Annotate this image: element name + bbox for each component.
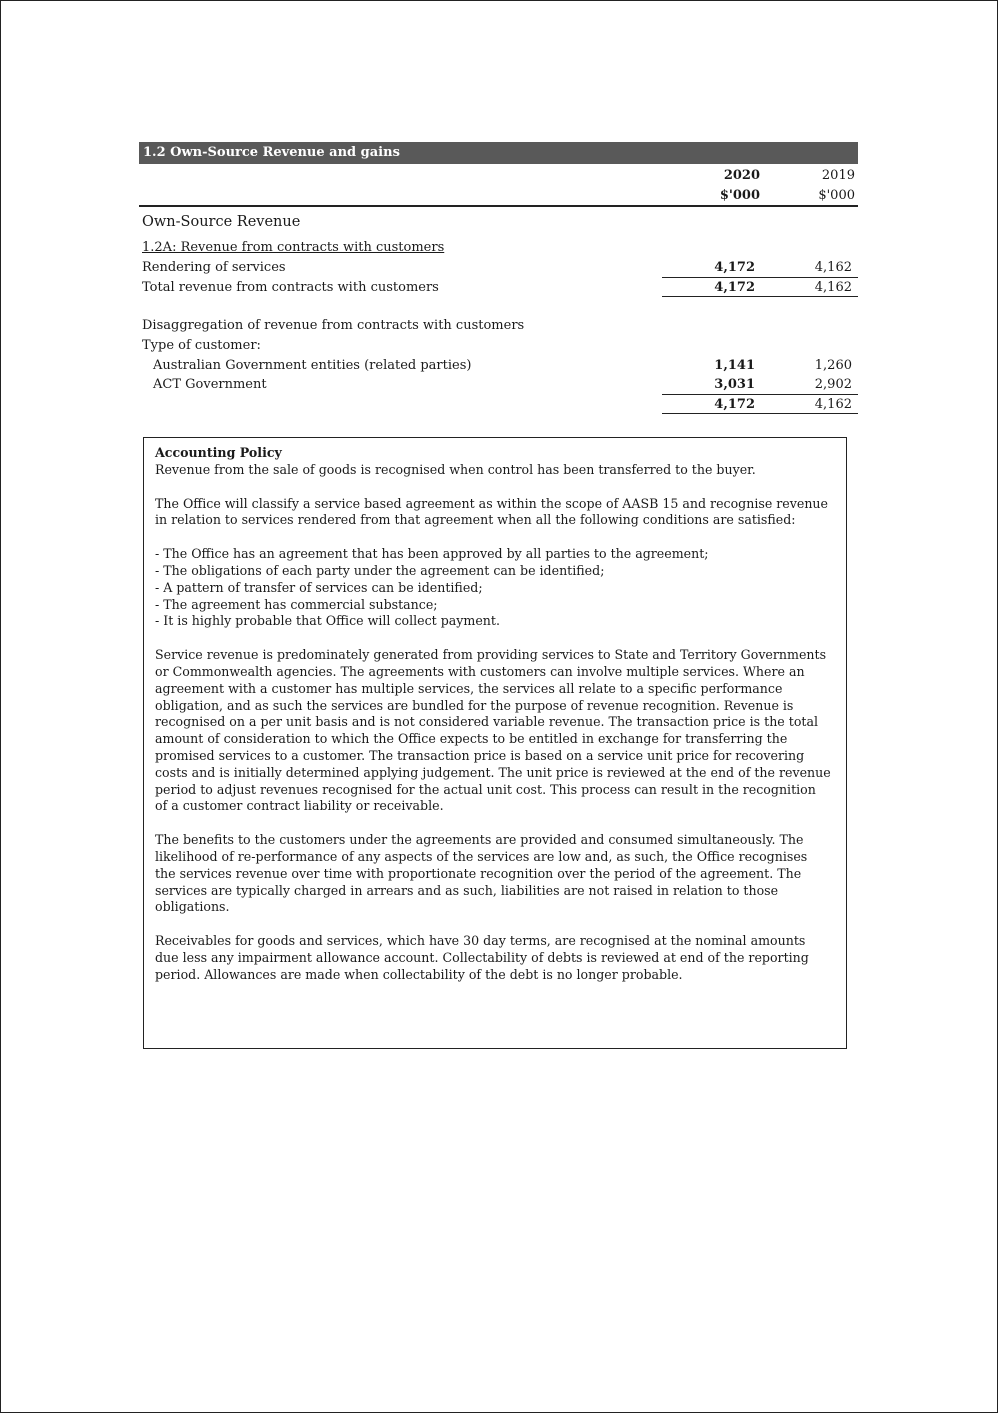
condition-item: - A pattern of transfer of services can be identified;: [155, 579, 483, 595]
row-federal-2020: 1,141: [714, 358, 755, 373]
row-act-2020: 3,031: [714, 377, 755, 392]
condition-item: - It is highly probable that Office will collect payment.: [155, 613, 500, 629]
column-year-2020: 2020: [723, 168, 760, 183]
policy-paragraph-service-revenue: Service revenue is predominately generated from providing services to State and Territory Governments or Commonwealth agencies. The agreements with customers can involve multiple services. Where an agreement with a customer has multiple services, the services all relate to a specific performance obligation, and as such the services are bundled for the purpose of revenue recognition. Revenue is recognised on a per unit basis and is not considered variable revenue. The transaction price is the total amount of consideration to which the Office expects to be entitled in exchange for transferring the promised services to a customer. The transaction price is based on a service unit price for recovering costs and is initially determined applying judgement. The unit price is reviewed at the end of the revenue period to adjust revenues recognised for the actual unit cost. This process can result in the recognition of a customer contract liability or receivable.: [155, 647, 831, 814]
header-divider: [139, 205, 858, 207]
column-year-2019: 2019: [821, 168, 855, 183]
total-rule: [662, 296, 858, 297]
row-label-federal: Australian Government entities (related parties): [153, 358, 472, 373]
disaggregation-total-2020: 4,172: [714, 397, 755, 412]
total-label: Total revenue from contracts with customers: [142, 280, 439, 295]
accounting-policy-box: [143, 437, 847, 1049]
column-unit-2019: $'000: [818, 188, 855, 203]
rendering-label: Rendering of services: [142, 260, 286, 275]
total-2019: 4,162: [814, 280, 852, 295]
own-source-heading: Own-Source Revenue: [142, 214, 301, 230]
disaggregation-total-rule: [662, 413, 858, 414]
row-act-2019: 2,902: [814, 377, 852, 392]
disaggregation-total-2019: 4,162: [814, 397, 852, 412]
condition-item: - The agreement has commercial substance;: [155, 596, 438, 612]
condition-item: - The obligations of each party under the agreement can be identified;: [155, 562, 605, 578]
contracts-subheading: 1.2A: Revenue from contracts with customers: [142, 240, 445, 255]
column-unit-2020: $'000: [719, 188, 760, 203]
row-label-act: ACT Government: [153, 377, 267, 392]
row-federal-2019: 1,260: [814, 358, 852, 373]
policy-paragraph-goods: Revenue from the sale of goods is recognised when control has been transferred to the buyer.: [155, 461, 756, 477]
condition-item: - The Office has an agreement that has been approved by all parties to the agreement;: [155, 546, 709, 562]
policy-paragraph-receivables: Receivables for goods and services, which have 30 day terms, are recognised at the nominal amounts due less any impairment allowance account. Collectability of debts is reviewed at end of the reporting period. Allowances are made when collectability of the debt is no longer probable.: [155, 933, 809, 982]
total-2020: 4,172: [714, 280, 755, 295]
policy-paragraph-scope: The Office will classify a service based agreement as within the scope of AASB 15 and recognise revenue in relation to services rendered from that agreement when all the following conditions are satisfied:: [155, 495, 828, 528]
section-title: 1.2 Own-Source Revenue and gains: [139, 142, 858, 164]
disaggregation-heading: Disaggregation of revenue from contracts with customers: [142, 318, 525, 333]
policy-paragraph-benefits: The benefits to the customers under the agreements are provided and consumed simultaneously. The likelihood of re-performance of any aspects of the services are low and, as such, the Office recognises the services revenue over time with proportionate recognition over the period of the agreement. The services are typically charged in arrears and as such, liabilities are not raised in relation to those obligations.: [155, 832, 808, 915]
customer-type-label: Type of customer:: [142, 338, 261, 353]
rendering-2020: 4,172: [714, 260, 755, 275]
policy-title: Accounting Policy: [155, 445, 282, 460]
conditions-list: [155, 546, 831, 630]
rendering-2019: 4,162: [814, 260, 852, 275]
